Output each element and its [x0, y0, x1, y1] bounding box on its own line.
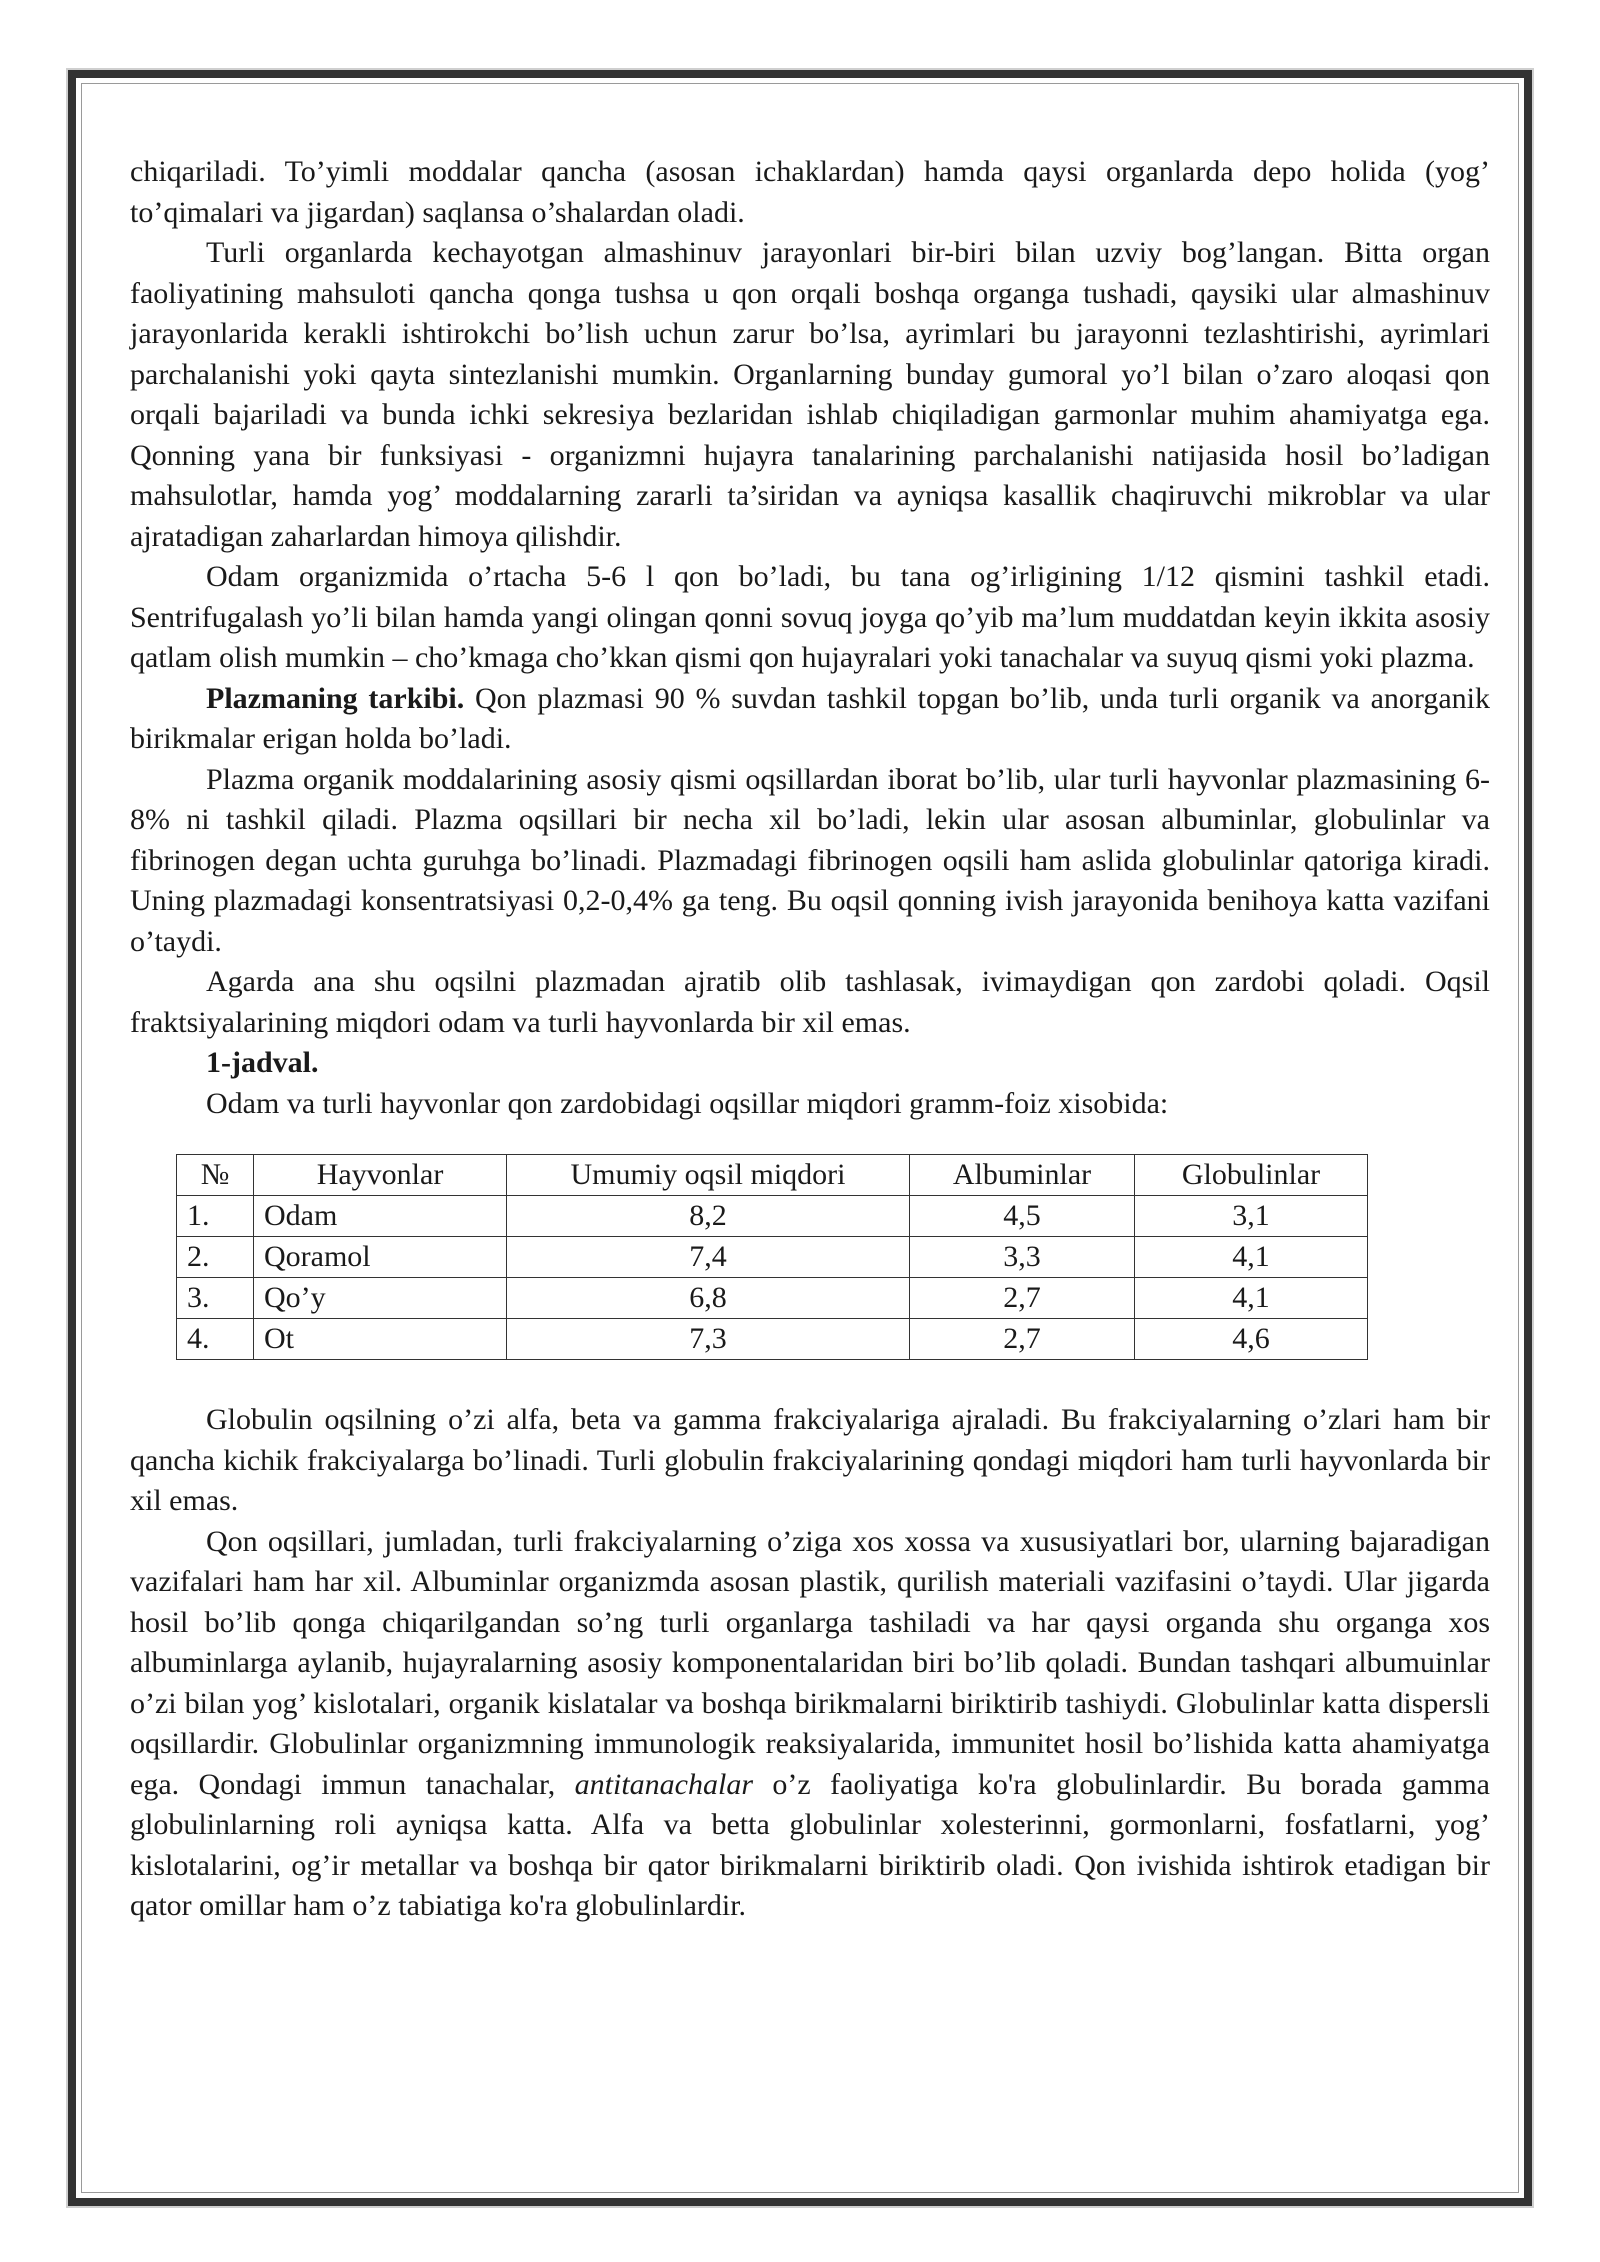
paragraph: Globulin oqsilning o’zi alfa, beta va gamma frakciyalariga ajraladi. Bu frakciyalarning o’zlari ham bir qancha kichik frakciyalarga bo’linadi. Turli globulin frakciyalarining qondagi miqdori ham turli hayvonlarda bir xil emas.: [130, 1403, 1490, 1517]
cell-animal: Qoramol: [254, 1237, 507, 1278]
section-heading: Plazmaning tarkibi.: [206, 681, 465, 715]
paragraph: Plazma organik moddalarining asosiy qismi oqsillardan iborat bo’lib, ular turli hayvonlar plazmasining 6-8% ni tashkil qiladi. Plazma oqsillari bir necha xil bo’ladi, lekin ular asosan albuminlar, globulinlar va fibrinogen degan uchta guruhga bo’linadi. Plazmadagi fibrinogen oqsili ham aslida globulinlar qatoriga kiradi. Uning plazmadagi konsentratsiyasi 0,2-0,4% ga teng. Bu oqsil qonning ivish jarayonida benihoya katta vazifani o’taydi.: [130, 762, 1490, 958]
document-body: [130, 152, 1490, 1927]
italic-term: antitanachalar: [574, 1767, 754, 1801]
cell-globulins: 4,1: [1135, 1278, 1368, 1319]
paragraph: Odam organizmida o’rtacha 5-6 l qon bo’ladi, bu tana og’irligining 1/12 qismini tashkil etadi. Sentrifugalash yo’li bilan hamda yangi olingan qonni sovuq joyga qo’yib ma’lum muddatdan keyin ikkita asosiy qatlam olish mumkin – cho’kmaga cho’kkan qismi qon hujayralari yoki tanachalar va suyuq qismi yoki plazma.: [130, 560, 1490, 674]
cell-number: 3.: [177, 1278, 254, 1319]
cell-total-protein: 8,2: [507, 1196, 910, 1237]
cell-animal: Ot: [254, 1319, 507, 1360]
table-row: [177, 1278, 1368, 1319]
column-header: №: [177, 1155, 254, 1196]
paragraph: chiqariladi. To’yimli moddalar qancha (asosan ichaklardan) hamda qaysi organlarda depo holida (yog’ to’qimalari va jigardan) saqlansa o’shalardan oladi.: [130, 155, 1490, 229]
paragraph-globulins: [130, 1522, 1490, 1927]
paragraph-text: Qon oqsillari, jumladan, turli frakciyalarning o’ziga xos xossa va xususiyatlari bor, ularning bajaradigan vazifalari ham har xil. Albuminlar organizmda asosan plastik, qurilish materiali vazifasini o’taydi. Ular jigarda hosil bo’lib qonga chiqarilgandan so’ng turli organlarga tashiladi va har qaysi organda shu organga xos albuminlarga aylanib, hujayralarning asosiy komponentalaridan biri bo’lib qoladi. Bundan tashqari albumuinlar o’zi bilan yog’ kislotalari, organik kislatalar va boshqa birikmalarni biriktirib tashiydi. Globulinlar katta dispersli oqsillardir. Globulinlar organizmning immunologik reaksiyalarida, immunitet hosil bo’lishida katta ahamiyatga ega. Qondagi immun tanachalar,: [130, 1524, 1490, 1801]
cell-globulins: 3,1: [1135, 1196, 1368, 1237]
paragraph-plazma: [130, 679, 1490, 760]
cell-total-protein: 6,8: [507, 1278, 910, 1319]
cell-albumins: 4,5: [910, 1196, 1135, 1237]
cell-animal: Qo’y: [254, 1278, 507, 1319]
cell-animal: Odam: [254, 1196, 507, 1237]
column-header: Globulinlar: [1135, 1155, 1368, 1196]
cell-albumins: 3,3: [910, 1237, 1135, 1278]
column-header: Hayvonlar: [254, 1155, 507, 1196]
paragraph: Turli organlarda kechayotgan almashinuv jarayonlari bir-biri bilan uzviy bog’langan. Bitta organ faoliyatining mahsuloti qancha qonga tushsa u qon orqali boshqa organga tushadi, qaysiki ular almashinuv jarayonlarida kerakli ishtirokchi bo’lish uchun zarur bo’lsa, ayrimlari bu jarayonni tezlashtirishi, ayrimlari parchalanishi yoki qayta sintezlanishi mumkin. Organlarning bunday gumoral yo’l bilan o’zaro aloqasi qon orqali bajariladi va bunda ichki sekresiya bezlaridan ishlab chiqiladigan garmonlar muhim ahamiyatga ega. Qonning yana bir funksiyasi - organizmni hujayra tanalarining parchalanishi natijasida hosil bo’ladigan mahsulotlar, hamda yog’ moddalarning zararli ta’siridan va ayniqsa kasallik chaqiruvchi mikroblar va ular ajratadigan zaharlardan himoya qilishdir.: [130, 236, 1490, 553]
cell-total-protein: 7,3: [507, 1319, 910, 1360]
data-table: [176, 1154, 1368, 1360]
column-header: Albuminlar: [910, 1155, 1135, 1196]
cell-globulins: 4,1: [1135, 1237, 1368, 1278]
cell-globulins: 4,6: [1135, 1319, 1368, 1360]
spacer: [130, 1360, 1490, 1400]
cell-number: 2.: [177, 1237, 254, 1278]
cell-number: 1.: [177, 1196, 254, 1237]
table-row: [177, 1319, 1368, 1360]
cell-albumins: 2,7: [910, 1319, 1135, 1360]
table-row: [177, 1237, 1368, 1278]
table-caption: Odam va turli hayvonlar qon zardobidagi oqsillar miqdori gramm-foiz xisobida:: [206, 1086, 1169, 1120]
paragraph-text: o’z faoliyatiga ko'ra globulinlardir. Bu borada gamma globulinlarning roli ayniqsa katta. Alfa va betta globulinlar xolesterinni, gormonlarni, fosfatlarni, yog’ kislotalarini, og’ir metallar va boshqa bir qator birikmalarni biriktirib oladi. Qon ivishida ishtirok etadigan bir qator omillar ham o’z tabiatiga ko'ra globulinlardir.: [130, 1767, 1490, 1922]
table-row: [177, 1196, 1368, 1237]
cell-number: 4.: [177, 1319, 254, 1360]
table-header-row: [177, 1155, 1368, 1196]
cell-albumins: 2,7: [910, 1278, 1135, 1319]
cell-total-protein: 7,4: [507, 1237, 910, 1278]
paragraph-text: Qon plazmasi 90 % suvdan tashkil topgan bo’lib, unda turli organik va anorganik birikmalar erigan holda bo’ladi.: [130, 681, 1490, 755]
paragraph: Agarda ana shu oqsilni plazmadan ajratib olib tashlasak, ivimaydigan qon zardobi qoladi. Oqsil fraktsiyalarining miqdori odam va turli hayvonlarda bir xil emas.: [130, 965, 1490, 1039]
column-header: Umumiy oqsil miqdori: [507, 1155, 910, 1196]
table-label: 1-jadval.: [206, 1046, 319, 1079]
